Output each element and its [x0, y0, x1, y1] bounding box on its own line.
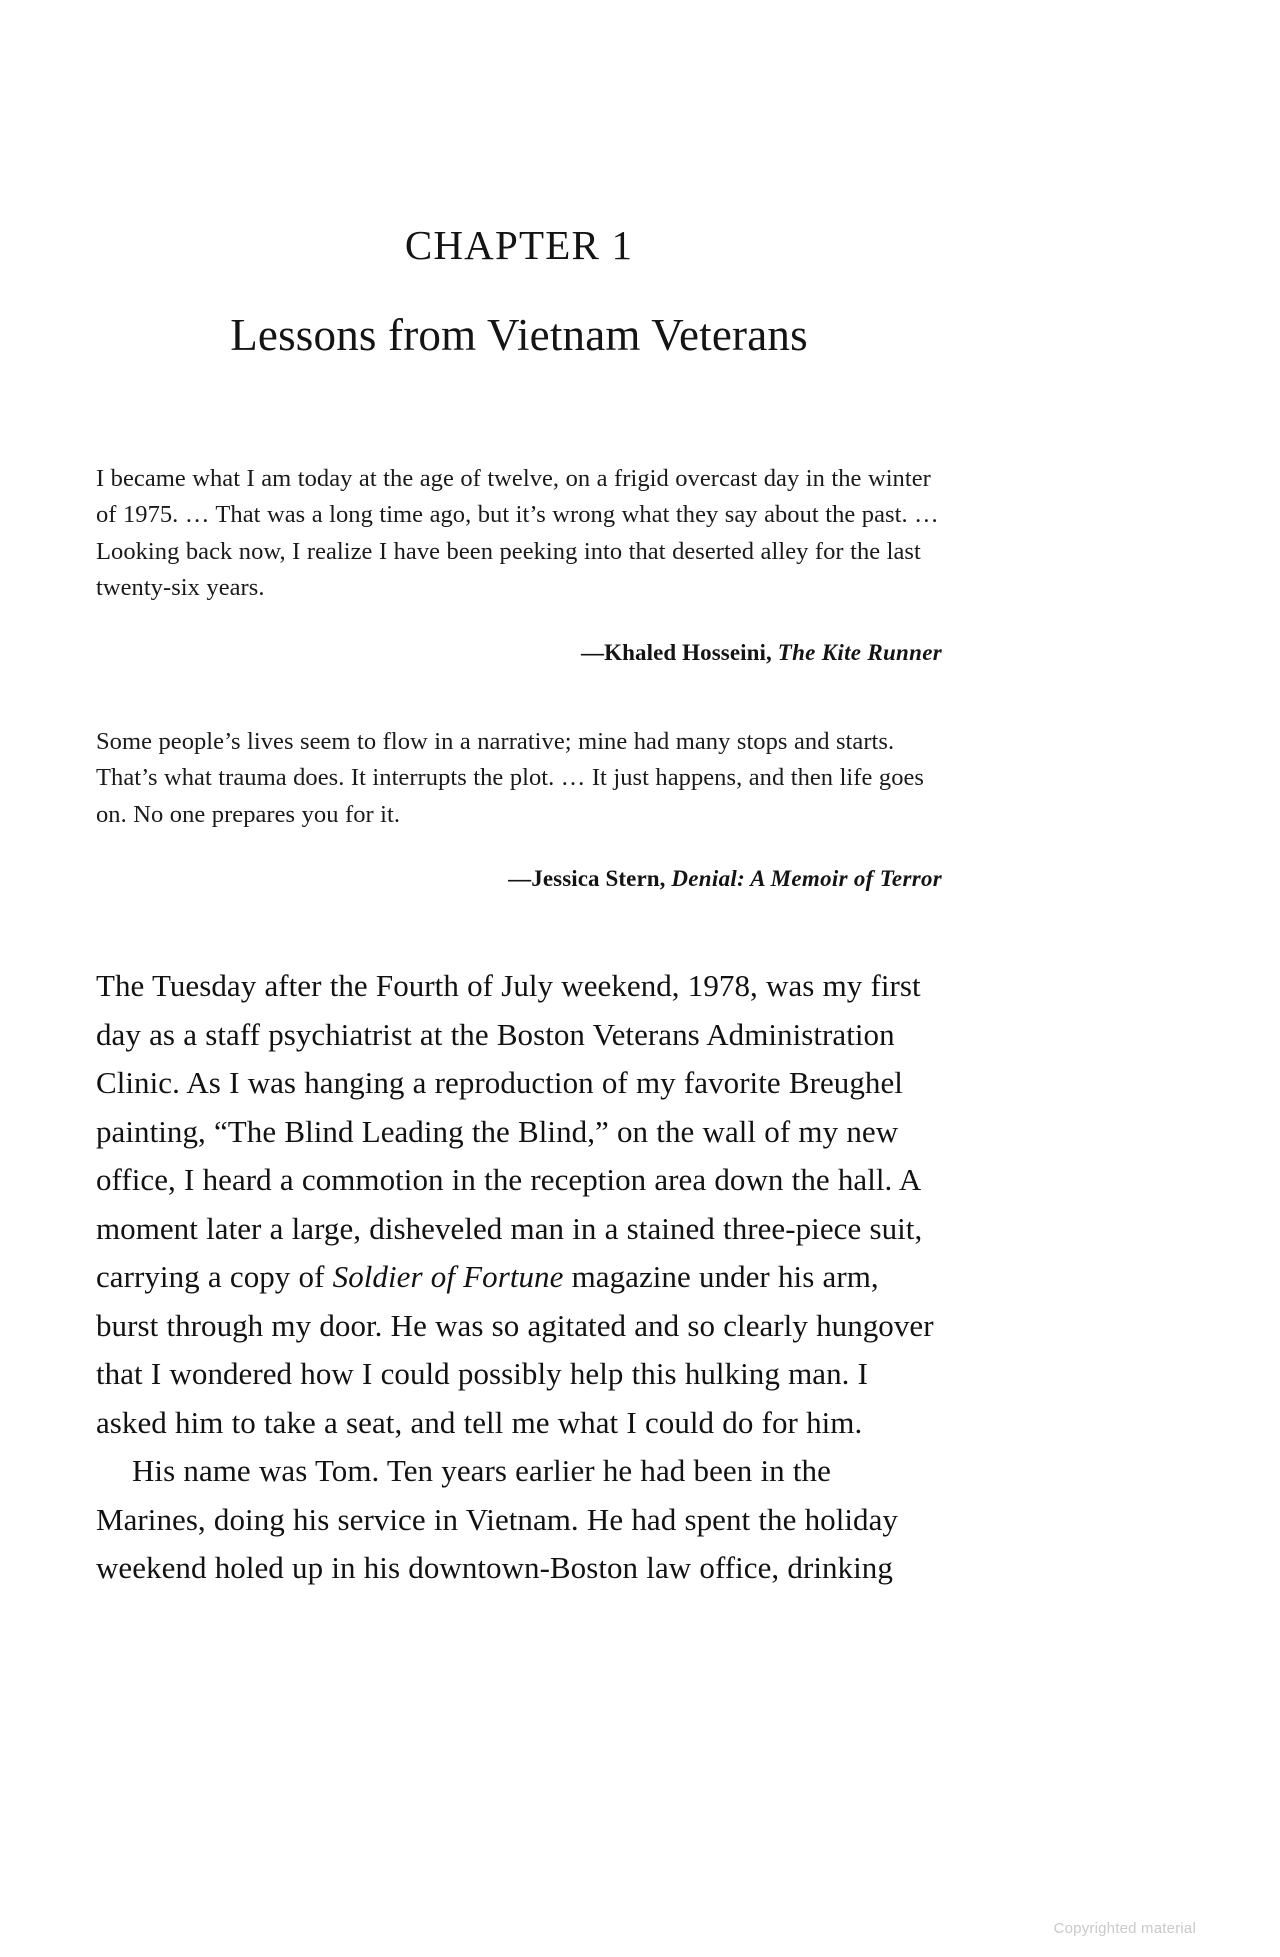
epigraph-2-text: Some people’s lives seem to flow in a narrative; mine had many stops and starts. That’s what trauma does. It interrupts the plot. … It just happens, and then life goes on. No one prepares you for it. — [96, 727, 925, 828]
body-paragraph-2: His name was Tom. Ten years earlier he had been in the Marines, doing his service in Vietnam. He had spent the holiday weekend holed up in his downtown-Boston law office, drinking — [96, 1453, 898, 1586]
epigraph-1-author: Khaled Hosseini, — [604, 639, 772, 665]
chapter-label: CHAPTER 1 — [404, 222, 634, 268]
epigraph-2-author: Jessica Stern, — [531, 866, 666, 892]
body-paragraph-1-tail: magazine under his arm, burst through my door. He was so agitated and so clearly hungover that I wondered how I could possibly help this hulking man. I asked him to take a seat, and tell me what I could do for him. — [96, 1259, 934, 1440]
epigraph-1-attribution — [96, 607, 942, 670]
body-paragraph-1-lead: The Tuesday after the Fourth of July weekend, 1978, was my first day as a staff psychiatrist at the Boston Veterans Administration Clinic. As I was hanging a reproduction of my favorite Breughel painting, “The Blind Leading the Blind,” on the wall of my new office, I heard a commotion in the reception area down the hall. A moment later a large, disheveled man in a stained three-piece suit, carrying a copy of — [96, 968, 923, 1295]
epigraph-1 — [96, 361, 942, 670]
magazine-title-italic: Soldier of Fortune — [332, 1259, 564, 1295]
page-content-column — [96, 0, 942, 1593]
epigraph-2-attribution — [96, 833, 942, 896]
epigraph-1-work-title: The Kite Runner — [777, 639, 942, 665]
epigraph-2-work-title: Denial: A Memoir of Terror — [671, 866, 942, 892]
epigraph-1-text: I became what I am today at the age of twelve, on a frigid overcast day in the winter of 1975. … That was a long time ago, but it’s wrong what they say about the past. … Looking back now, I realize I have been peeking into that deserted alley for the last twenty-six years. — [96, 464, 939, 602]
copyright-watermark: Copyrighted material — [1053, 1920, 1196, 1937]
body-text — [96, 896, 942, 1593]
chapter-title: Lessons from Vietnam Veterans — [230, 310, 808, 361]
epigraph-2 — [96, 670, 942, 897]
body-paragraph-1 — [96, 962, 942, 1447]
epigraph-1-dash: — — [581, 639, 605, 665]
epigraph-2-dash: — — [508, 866, 532, 892]
